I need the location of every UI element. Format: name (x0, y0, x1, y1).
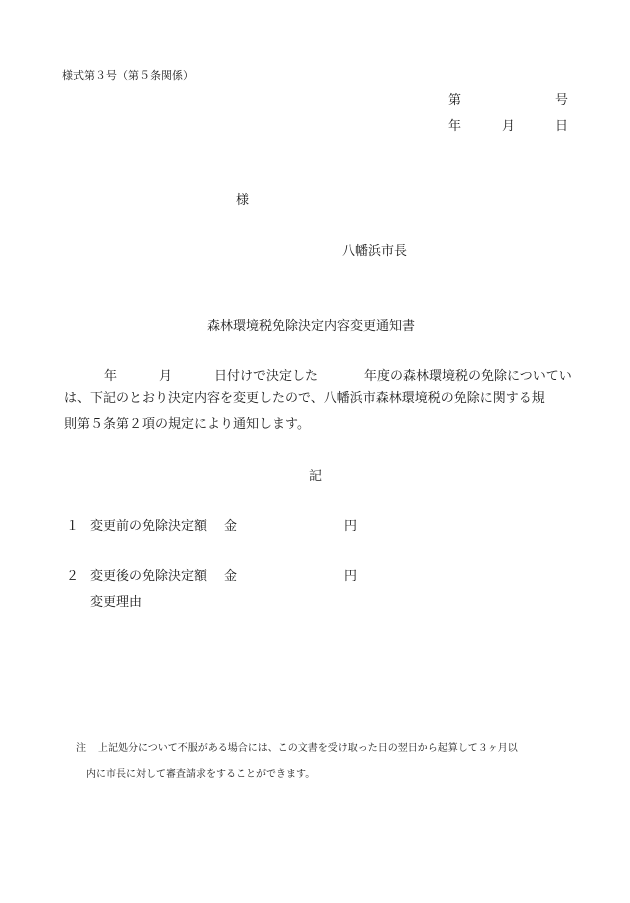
item-label: 変更後の免除決定額 (90, 569, 208, 584)
doc-number-suffix: 号 (555, 93, 569, 108)
issuer: 八幡浜市長 (342, 244, 408, 259)
item-number: ２ (66, 569, 80, 584)
item-number: １ (66, 519, 80, 534)
item-kin: 金 (224, 569, 238, 584)
body-line-2: は、下記のとおり決定内容を変更したので、八幡浜市森林環境税の免除に関する規 (64, 391, 545, 406)
body-year: 年 (104, 369, 118, 384)
note-line-2: 内に市長に対して審査請求をすることができます。 (86, 769, 316, 780)
item-label: 変更前の免除決定額 (90, 519, 208, 534)
ki-heading: 記 (309, 469, 323, 484)
body-month: 月 (159, 369, 173, 384)
item-yen: 円 (344, 519, 358, 534)
body-day-text: 日付けで決定した (214, 369, 319, 384)
form-label: 様式第３号（第５条関係） (62, 69, 194, 82)
body-fiscal-year-text: 年度の森林環境税の免除についてい (364, 369, 572, 384)
date-year: 年 (448, 119, 462, 134)
addressee-suffix: 様 (236, 193, 250, 208)
item-yen: 円 (344, 569, 358, 584)
date-month: 月 (502, 119, 516, 134)
document-title: 森林環境税免除決定内容変更通知書 (207, 319, 416, 334)
note-mark: 注 (76, 743, 86, 754)
note-line-1: 上記処分について不服がある場合には、この文書を受け取った日の翌日から起算して３ヶ月以 (98, 743, 518, 754)
date-day: 日 (555, 119, 569, 134)
body-line-3: 則第５条第２項の規定により通知します。 (64, 417, 310, 432)
change-reason-label: 変更理由 (90, 595, 143, 610)
item-kin: 金 (224, 519, 238, 534)
doc-number-prefix: 第 (448, 93, 462, 108)
